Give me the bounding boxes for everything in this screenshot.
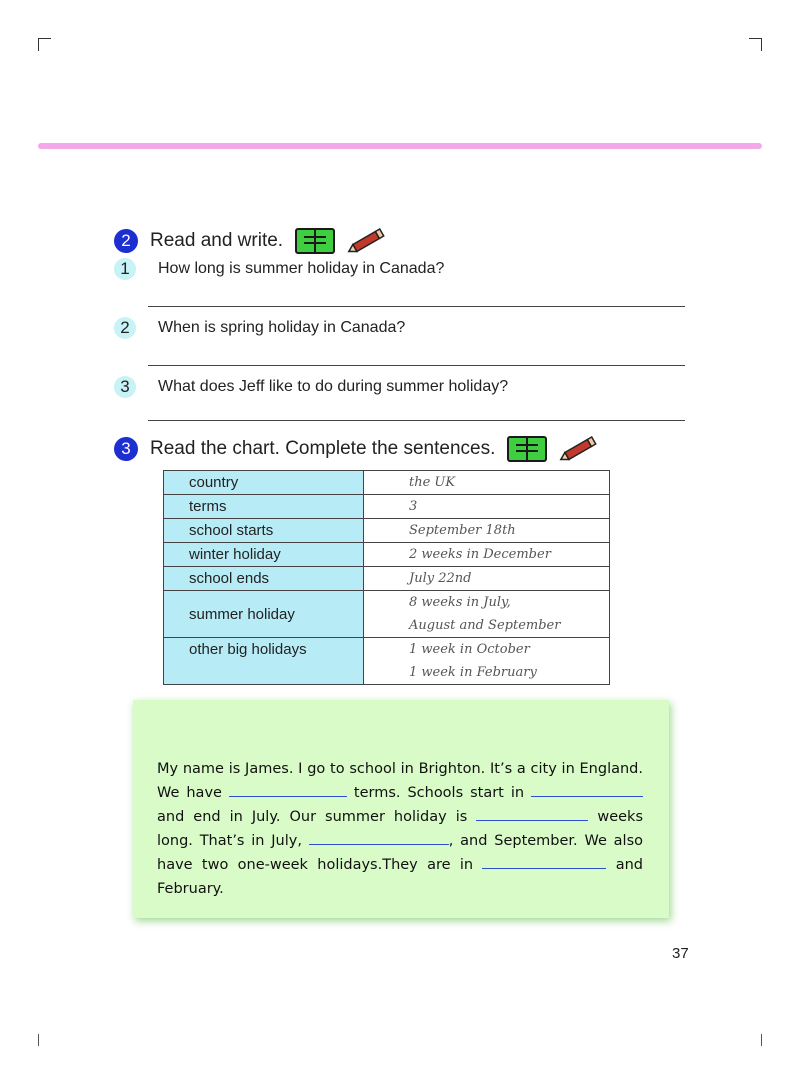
blank-terms[interactable]	[229, 782, 347, 797]
question-row	[114, 317, 405, 339]
chart-label: school ends	[164, 567, 364, 591]
chart-label: school starts	[164, 519, 364, 543]
chart-label: other big holidays	[164, 638, 364, 685]
chart-value: September 18th	[364, 519, 610, 543]
question-text: What does Jeff like to do during summer holiday?	[158, 378, 509, 395]
question-text: When is spring holiday in Canada?	[158, 319, 406, 336]
passage-text: My name is James. I go to school in Brighton. It’s a city in England. We have	[157, 761, 643, 801]
question-number: 3	[114, 376, 136, 398]
section-number: 2	[114, 229, 138, 253]
chart-row	[164, 543, 610, 567]
question-number: 2	[114, 317, 136, 339]
answer-line[interactable]	[148, 306, 685, 307]
crop-mark-top-left	[38, 38, 51, 51]
chart-row	[164, 495, 610, 519]
section-title: Read the chart. Complete the sentences.	[150, 438, 496, 459]
open-book-icon	[507, 436, 547, 462]
chart-row	[164, 638, 610, 685]
chart-row	[164, 471, 610, 495]
holiday-chart	[163, 470, 610, 685]
fill-in-passage	[157, 757, 643, 901]
section-title: Read and write.	[150, 230, 284, 251]
pencil-icon	[557, 434, 601, 464]
chart-value: 3	[364, 495, 610, 519]
section-3-header	[114, 434, 601, 464]
chart-row	[164, 567, 610, 591]
passage-text: and February.	[157, 857, 644, 897]
question-row	[114, 376, 508, 398]
chart-label: summer holiday	[164, 591, 364, 638]
question-text: How long is summer holiday in Canada?	[158, 260, 445, 277]
chart-value: July 22nd	[364, 567, 610, 591]
question-row	[114, 258, 444, 280]
chart-label: terms	[164, 495, 364, 519]
crop-mark-bottom-left	[38, 1034, 39, 1046]
chart-label: winter holiday	[164, 543, 364, 567]
chart-value: 2 weeks in December	[364, 543, 610, 567]
page-number: 37	[672, 945, 689, 962]
passage-text: weeks long. That’s in July,	[157, 809, 644, 849]
blank-summer-weeks[interactable]	[476, 806, 588, 821]
passage-text: , and September. We also have two one-week holidays.They are in	[157, 833, 643, 873]
passage-text: terms. Schools start in	[353, 785, 525, 801]
blank-other-holiday[interactable]	[482, 854, 606, 869]
open-book-icon	[295, 228, 335, 254]
crop-mark-top-right	[749, 38, 762, 51]
chart-value: 8 weeks in July, August and September	[364, 591, 610, 638]
blank-school-start[interactable]	[531, 782, 643, 797]
answer-line[interactable]	[148, 365, 685, 366]
chart-row	[164, 591, 610, 638]
chart-label: country	[164, 471, 364, 495]
chart-value: the UK	[364, 471, 610, 495]
chart-row	[164, 519, 610, 543]
passage-text: and end in July. Our summer holiday is	[157, 809, 468, 825]
section-number: 3	[114, 437, 138, 461]
answer-line[interactable]	[148, 420, 685, 421]
section-2-header	[114, 226, 389, 256]
question-number: 1	[114, 258, 136, 280]
pencil-icon	[345, 226, 389, 256]
crop-mark-bottom-right	[761, 1034, 762, 1046]
blank-summer-month[interactable]	[309, 830, 449, 845]
chart-value: 1 week in October 1 week in February	[364, 638, 610, 685]
decorative-pink-band	[38, 143, 762, 149]
